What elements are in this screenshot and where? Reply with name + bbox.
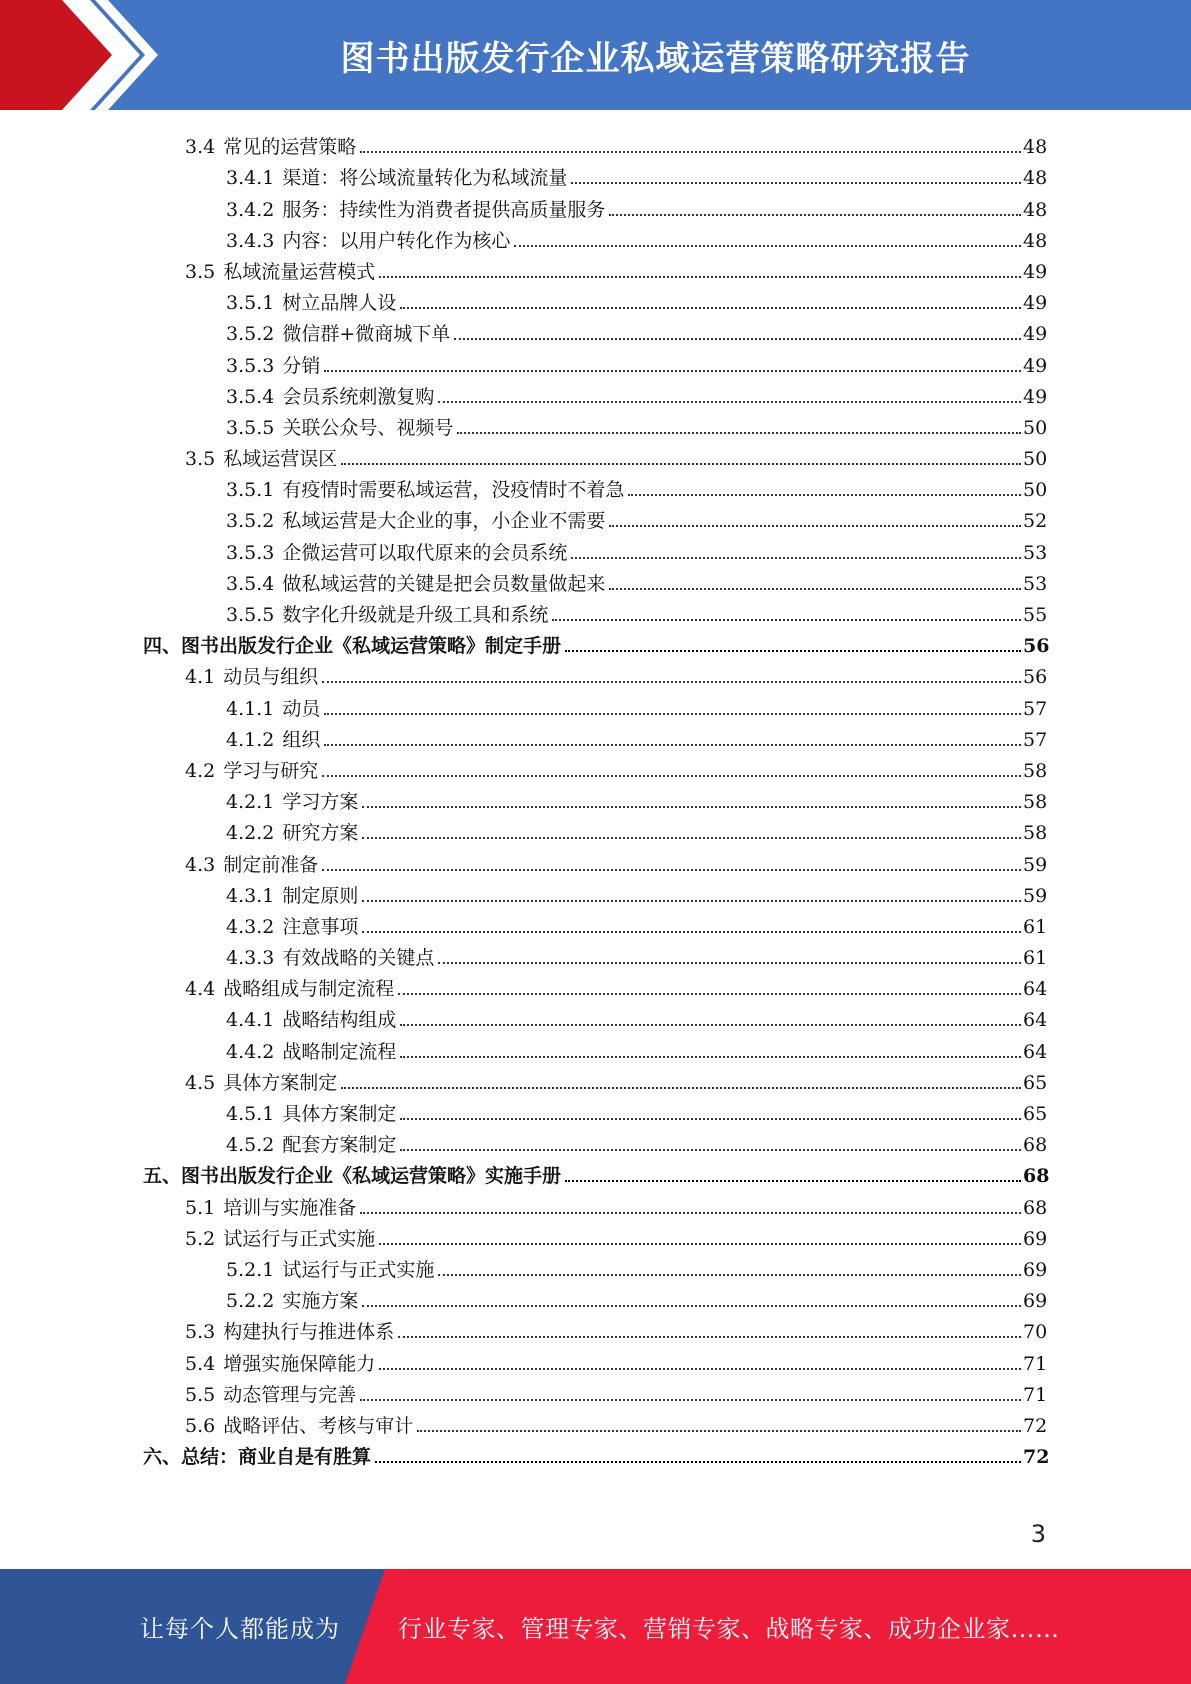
dot-leader: [628, 494, 1021, 496]
toc-entry[interactable]: [226, 1095, 1047, 1126]
toc-entry[interactable]: [226, 721, 1047, 752]
toc-entry-label: [185, 1196, 360, 1220]
toc-entry-label: [226, 884, 362, 908]
toc-entry-title: 有效战略的关键点: [282, 947, 435, 970]
dot-leader: [362, 1305, 1021, 1307]
toc-entry-page: 61: [1023, 947, 1048, 970]
toc-entry-page: 49: [1023, 323, 1048, 346]
toc-entry-title: 会员系统刺激复购: [282, 385, 435, 408]
toc-entry[interactable]: [226, 378, 1047, 409]
toc-entry-label: [226, 1258, 438, 1282]
toc-entry-page: 59: [1023, 853, 1048, 876]
toc-entry-number: 4.3.3: [226, 947, 275, 970]
toc-entry-number: 4.2.1: [226, 791, 275, 814]
toc-entry-page: 69: [1023, 1227, 1048, 1250]
toc-entry-number: 5.3: [185, 1321, 216, 1344]
dot-leader: [400, 1024, 1021, 1026]
dot-leader: [322, 775, 1021, 777]
toc-entry-number: 4.4: [185, 978, 216, 1001]
toc-entry-page: 50: [1023, 448, 1048, 471]
toc-entry-number: 3.4: [185, 136, 216, 159]
toc-entry-title: 试运行与正式实施: [223, 1227, 376, 1250]
toc-chapter-entry[interactable]: [143, 1438, 1050, 1469]
toc-entry[interactable]: [226, 939, 1047, 970]
toc-entry-title: 组织: [282, 728, 321, 751]
toc-entry[interactable]: [185, 1407, 1047, 1438]
toc-entry-number: 3.5.3: [226, 541, 275, 564]
toc-entry-label: [226, 821, 362, 845]
toc-entry-title: 企微运营可以取代原来的会员系统: [282, 541, 568, 564]
toc-entry-title: 培训与实施准备: [223, 1196, 357, 1219]
dot-leader: [379, 1243, 1021, 1245]
toc-entry-page: 53: [1023, 541, 1048, 564]
toc-entry[interactable]: [226, 565, 1047, 596]
toc-entry-title: 树立品牌人设: [282, 292, 397, 315]
toc-entry-label: [143, 1445, 375, 1469]
toc-entry-page: 48: [1023, 167, 1048, 190]
toc-entry-label: [226, 1040, 400, 1064]
toc-entry-title: 动员: [282, 697, 321, 720]
toc-entry-title: 试运行与正式实施: [282, 1258, 435, 1281]
toc-entry-page: 68: [1023, 1134, 1048, 1157]
toc-entry-number: 5.2: [185, 1227, 216, 1250]
toc-entry-title: 增强实施保障能力: [223, 1352, 376, 1375]
dot-leader: [360, 151, 1021, 153]
toc-entry-label: [226, 603, 552, 627]
toc-entry-title: 制定原则: [282, 884, 359, 907]
toc-entry-page: 57: [1023, 697, 1048, 720]
toc-entry-number: 4.1: [185, 666, 216, 689]
toc-entry-page: 58: [1023, 759, 1048, 782]
dot-leader: [609, 588, 1021, 590]
toc-entry-label: [185, 977, 398, 1001]
toc-entry-number: 3.5.1: [226, 292, 275, 315]
toc-entry-page: 64: [1023, 978, 1048, 1001]
toc-entry-label: [226, 728, 324, 752]
toc-entry-title: 构建执行与推进体系: [223, 1321, 395, 1344]
dot-leader: [324, 370, 1021, 372]
toc-entry-label: [226, 1008, 400, 1032]
toc-entry-number: 3.5.4: [226, 385, 275, 408]
toc-entry-number: 5.4: [185, 1352, 216, 1375]
toc-entry-title: 战略评估、考核与审计: [223, 1414, 414, 1437]
toc-entry-page: 65: [1023, 1071, 1048, 1094]
toc-entry-number: 3.4.2: [226, 198, 275, 221]
footer-slogan-left: 让每个人都能成为: [140, 1615, 340, 1643]
toc-entry-number: 4.3: [185, 853, 216, 876]
table-of-contents: [0, 128, 1191, 1469]
dot-leader: [375, 1461, 1021, 1463]
toc-entry[interactable]: [226, 596, 1047, 627]
toc-entry-number: 5.1: [185, 1196, 216, 1219]
toc-chapter-entry[interactable]: [143, 627, 1050, 658]
toc-entry-page: 69: [1023, 1290, 1048, 1313]
dot-leader: [362, 931, 1021, 933]
dot-leader: [400, 1118, 1021, 1120]
toc-entry-title: 常见的运营策略: [223, 136, 357, 159]
toc-entry[interactable]: [226, 877, 1047, 908]
toc-entry-label: [226, 572, 609, 596]
toc-entry-page: 52: [1023, 510, 1048, 533]
dot-leader: [398, 1336, 1021, 1338]
toc-entry-number: 4.3.2: [226, 915, 275, 938]
dot-leader: [514, 245, 1021, 247]
toc-entry[interactable]: [226, 1251, 1047, 1282]
toc-entry[interactable]: [185, 1188, 1047, 1219]
toc-entry[interactable]: [226, 284, 1047, 315]
toc-entry-number: 4.5.1: [226, 1103, 275, 1125]
toc-entry[interactable]: [226, 159, 1047, 190]
toc-entry-label: [185, 853, 322, 877]
toc-entry-page: 68: [1023, 1196, 1048, 1219]
toc-entry-title: 服务：持续性为消费者提供高质量服务: [282, 198, 606, 221]
toc-entry-label: [226, 291, 400, 315]
toc-entry-number: 4.1.2: [226, 728, 275, 751]
toc-entry-title: 私域运营误区: [223, 448, 338, 471]
dot-leader: [322, 869, 1021, 871]
toc-entry-page: 71: [1023, 1352, 1048, 1375]
toc-entry-page: 57: [1023, 728, 1048, 751]
toc-entry-title: 具体方案制定: [223, 1071, 338, 1094]
toc-entry-title: 制定前准备: [223, 853, 319, 876]
toc-entry-page: 59: [1023, 884, 1048, 907]
toc-entry-number: 4.3.1: [226, 884, 275, 907]
toc-entry-page: 72: [1023, 1414, 1048, 1437]
toc-entry-number: 3.5.1: [226, 479, 275, 502]
toc-entry[interactable]: [185, 128, 1047, 159]
toc-entry-page: 48: [1023, 229, 1048, 252]
toc-entry-page: 58: [1023, 791, 1048, 814]
toc-entry[interactable]: [226, 1282, 1047, 1313]
toc-entry-page: 70: [1023, 1321, 1048, 1344]
toc-entry-label: [226, 790, 362, 814]
dot-leader: [454, 338, 1021, 340]
toc-entry-title: 私域流量运营模式: [223, 260, 376, 283]
toc-entry-page: 49: [1023, 260, 1048, 283]
dot-leader: [341, 463, 1021, 465]
toc-entry-page: 48: [1023, 136, 1048, 159]
toc-entry-number: 3.5.5: [226, 604, 275, 626]
toc-entry-title: 六、总结：商业自是有胜算: [143, 1446, 372, 1469]
toc-entry[interactable]: [185, 1313, 1047, 1344]
toc-entry-title: 战略结构组成: [282, 1009, 397, 1032]
toc-entry[interactable]: [226, 1032, 1047, 1063]
toc-entry[interactable]: [185, 253, 1047, 284]
toc-chapter-entry[interactable]: [143, 1157, 1050, 1188]
toc-entry[interactable]: [226, 1126, 1047, 1157]
dot-leader: [552, 619, 1021, 621]
toc-entry-label: [226, 697, 324, 721]
toc-entry-title: 实施方案: [282, 1290, 359, 1313]
page-number: 3: [1030, 1520, 1046, 1548]
dot-leader: [324, 744, 1021, 746]
toc-entry-label: [226, 416, 457, 440]
toc-entry-label: [185, 1383, 360, 1407]
toc-entry-label: [226, 1102, 400, 1126]
toc-entry-title: 战略组成与制定流程: [223, 978, 395, 1001]
dot-leader: [360, 1399, 1021, 1401]
toc-entry-page: 56: [1023, 635, 1050, 658]
toc-entry[interactable]: [226, 908, 1047, 939]
toc-entry-label: [226, 229, 514, 253]
page-footer: [0, 1569, 1191, 1684]
toc-entry-page: 49: [1023, 292, 1048, 315]
dot-leader: [362, 806, 1021, 808]
dot-leader: [324, 713, 1021, 715]
toc-entry-label: [143, 634, 565, 658]
toc-entry-page: 71: [1023, 1383, 1048, 1406]
toc-entry-page: 49: [1023, 354, 1048, 377]
toc-entry-title: 动态管理与完善: [223, 1383, 357, 1406]
toc-entry-title: 渠道：将公域流量转化为私域流量: [282, 167, 568, 190]
toc-entry-title: 分销: [282, 354, 321, 377]
toc-entry[interactable]: [185, 1064, 1047, 1095]
toc-entry-number: 3.5: [185, 260, 216, 283]
toc-entry-title: 关联公众号、视频号: [282, 416, 454, 439]
toc-entry-title: 数字化升级就是升级工具和系统: [282, 604, 549, 626]
toc-entry-page: 68: [1023, 1165, 1050, 1188]
toc-entry-page: 49: [1023, 385, 1048, 408]
dot-leader: [400, 307, 1021, 309]
toc-entry-label: [185, 1071, 341, 1095]
dot-leader: [360, 1212, 1021, 1214]
toc-entry-page: 69: [1023, 1258, 1048, 1281]
toc-entry[interactable]: [226, 533, 1047, 564]
dot-leader: [457, 432, 1021, 434]
toc-entry-label: [226, 198, 609, 222]
toc-entry-title: 研究方案: [282, 822, 359, 845]
toc-entry-label: [185, 759, 322, 783]
toc-entry-title: 四、图书出版发行企业《私域运营策略》制定手册: [143, 635, 562, 658]
toc-entry[interactable]: [226, 502, 1047, 533]
toc-entry-label: [185, 1227, 379, 1251]
page-header: [0, 0, 1191, 110]
toc-entry-title: 动员与组织: [223, 666, 319, 689]
toc-entry-number: 3.5: [185, 448, 216, 471]
toc-entry-number: 5.6: [185, 1414, 216, 1437]
dot-leader: [417, 1430, 1021, 1432]
toc-entry-label: [185, 665, 322, 689]
toc-entry-label: [226, 541, 571, 565]
toc-entry[interactable]: [226, 689, 1047, 720]
toc-entry-title: 战略制定流程: [282, 1040, 397, 1063]
toc-entry-number: 4.5: [185, 1071, 216, 1094]
dot-leader: [438, 962, 1021, 964]
toc-entry-label: [226, 478, 628, 502]
toc-entry-number: 3.4.1: [226, 167, 275, 190]
toc-entry[interactable]: [185, 658, 1047, 689]
toc-entry-label: [226, 509, 609, 533]
toc-entry[interactable]: [185, 970, 1047, 1001]
toc-entry-number: 4.4.1: [226, 1009, 275, 1032]
toc-entry-label: [226, 322, 454, 346]
toc-entry-page: 50: [1023, 479, 1048, 502]
toc-entry-number: 4.2: [185, 759, 216, 782]
toc-entry-label: [226, 946, 438, 970]
toc-entry-page: 61: [1023, 915, 1048, 938]
document-title: 图书出版发行企业私域运营策略研究报告: [340, 38, 971, 79]
toc-entry-number: 3.5.4: [226, 572, 275, 595]
dot-leader: [571, 182, 1021, 184]
toc-entry-label: [226, 1133, 400, 1157]
toc-entry-page: 50: [1023, 416, 1048, 439]
dot-leader: [565, 1180, 1021, 1182]
toc-entry-title: 微信群+微商城下单: [282, 323, 451, 346]
dot-leader: [398, 993, 1021, 995]
toc-entry[interactable]: [185, 752, 1047, 783]
toc-entry-label: [185, 1320, 398, 1344]
toc-entry[interactable]: [226, 409, 1047, 440]
toc-entry[interactable]: [185, 1220, 1047, 1251]
toc-entry[interactable]: [226, 190, 1047, 221]
toc-entry-number: 5.5: [185, 1383, 216, 1406]
toc-entry-number: 4.1.1: [226, 697, 275, 720]
toc-entry-title: 配套方案制定: [282, 1134, 397, 1157]
toc-entry[interactable]: [185, 845, 1047, 876]
toc-entry-title: 五、图书出版发行企业《私域运营策略》实施手册: [143, 1165, 562, 1188]
dot-leader: [379, 276, 1021, 278]
toc-entry-page: 65: [1023, 1103, 1048, 1125]
toc-entry-title: 注意事项: [282, 915, 359, 938]
toc-entry-label: [185, 260, 379, 284]
toc-entry-number: 3.5.2: [226, 323, 275, 346]
toc-entry-title: 做私域运营的关键是把会员数量做起来: [282, 572, 606, 595]
toc-entry-label: [185, 447, 341, 471]
toc-entry-label: [226, 166, 571, 190]
toc-entry-title: 学习方案: [282, 791, 359, 814]
dot-leader: [362, 837, 1021, 839]
toc-entry-number: 5.2.2: [226, 1290, 275, 1313]
toc-entry-label: [185, 1414, 417, 1438]
toc-entry[interactable]: [226, 814, 1047, 845]
dot-leader: [362, 900, 1021, 902]
toc-entry-label: [185, 135, 360, 159]
toc-entry-page: 48: [1023, 198, 1048, 221]
dot-leader: [565, 650, 1021, 652]
dot-leader: [400, 1056, 1021, 1058]
toc-entry-label: [226, 1289, 362, 1313]
toc-entry-title: 学习与研究: [223, 759, 319, 782]
toc-entry-label: [226, 915, 362, 939]
toc-entry-title: 内容：以用户转化作为核心: [282, 229, 511, 252]
toc-entry-title: 私域运营是大企业的事，小企业不需要: [282, 510, 606, 533]
toc-entry[interactable]: [226, 1001, 1047, 1032]
dot-leader: [341, 1087, 1021, 1089]
toc-entry-page: 58: [1023, 822, 1048, 845]
toc-entry-page: 64: [1023, 1009, 1048, 1032]
toc-entry[interactable]: [226, 222, 1047, 253]
toc-entry[interactable]: [226, 346, 1047, 377]
toc-entry[interactable]: [185, 1376, 1047, 1407]
dot-leader: [438, 401, 1021, 403]
toc-entry-label: [143, 1164, 565, 1188]
dot-leader: [609, 214, 1021, 216]
toc-entry[interactable]: [226, 783, 1047, 814]
dot-leader: [609, 525, 1021, 527]
toc-entry-page: 56: [1023, 666, 1048, 689]
toc-entry-number: 3.5.2: [226, 510, 275, 533]
dot-leader: [571, 557, 1021, 559]
dot-leader: [438, 1274, 1021, 1276]
toc-entry[interactable]: [226, 315, 1047, 346]
toc-entry-number: 3.4.3: [226, 229, 275, 252]
toc-entry-number: 4.4.2: [226, 1040, 275, 1063]
toc-entry-number: 3.5.5: [226, 416, 275, 439]
toc-entry-number: 3.5.3: [226, 354, 275, 377]
toc-entry-number: 5.2.1: [226, 1258, 275, 1281]
dot-leader: [322, 681, 1021, 683]
toc-entry-page: 53: [1023, 572, 1048, 595]
toc-entry[interactable]: [185, 1344, 1047, 1375]
header-arrow-icon: [0, 0, 160, 110]
toc-entry-title: 有疫情时需要私域运营，没疫情时不着急: [282, 479, 625, 502]
toc-entry-number: 4.5.2: [226, 1134, 275, 1157]
toc-entry-page: 72: [1023, 1446, 1050, 1469]
toc-entry-label: [226, 385, 438, 409]
toc-entry[interactable]: [185, 440, 1047, 471]
toc-entry-page: 55: [1023, 604, 1048, 626]
footer-slogan-right: 行业专家、管理专家、营销专家、战略专家、成功企业家……: [398, 1615, 1060, 1643]
toc-entry-title: 具体方案制定: [282, 1103, 397, 1125]
toc-entry-label: [226, 354, 324, 378]
toc-entry-page: 64: [1023, 1040, 1048, 1063]
toc-entry[interactable]: [226, 471, 1047, 502]
toc-entry-label: [185, 1352, 379, 1376]
toc-entry-number: 4.2.2: [226, 822, 275, 845]
dot-leader: [400, 1149, 1021, 1151]
dot-leader: [379, 1368, 1021, 1370]
